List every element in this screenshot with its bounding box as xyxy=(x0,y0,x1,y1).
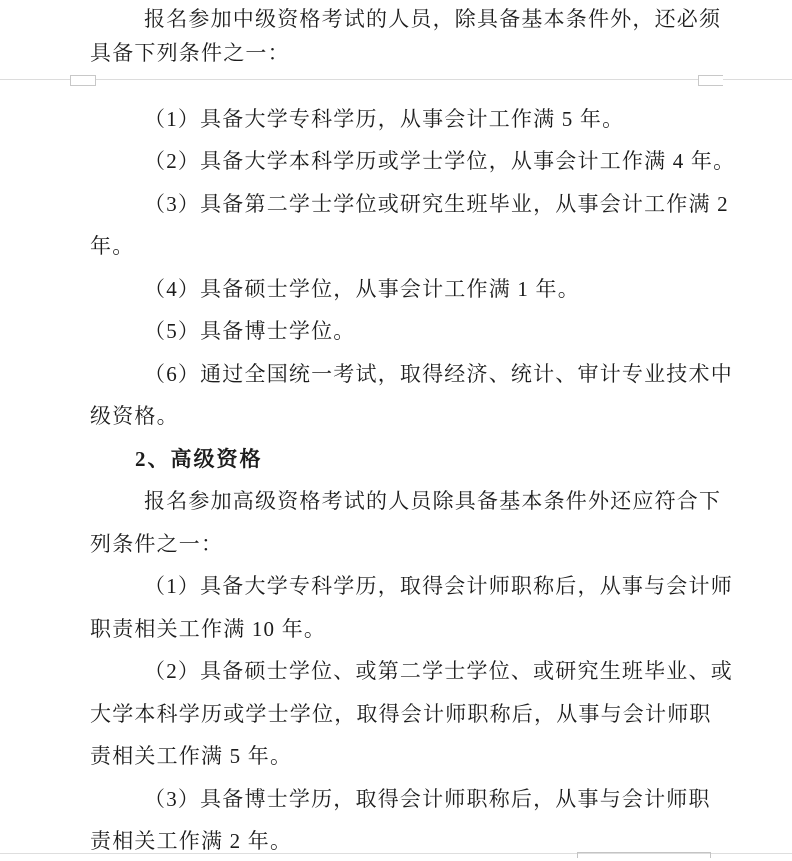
page-boundary-line xyxy=(0,79,792,80)
list-item-line: （2）具备硕士学位、或第二学士学位、或研究生班毕业、或 xyxy=(144,659,733,683)
list-item-line: （6）通过全国统一考试，取得经济、统计、审计专业技术中 xyxy=(144,362,733,386)
list-item-line: （1）具备大学专科学历，取得会计师职称后，从事与会计师 xyxy=(144,574,733,598)
list-item-line: 级资格。 xyxy=(90,404,179,428)
paragraph-line: 列条件之一： xyxy=(90,532,224,556)
paragraph-line: 报名参加中级资格考试的人员，除具备基本条件外，还必须 xyxy=(144,7,722,31)
text-boundary-mark-right xyxy=(698,75,723,86)
list-item-line: （4）具备硕士学位，从事会计工作满 1 年。 xyxy=(144,277,580,301)
paragraph-line: 具备下列条件之一： xyxy=(90,41,290,65)
list-item-line: （3）具备博士学历，取得会计师职称后，从事与会计师职 xyxy=(144,787,711,811)
list-item-line: （5）具备博士学位。 xyxy=(144,319,356,343)
list-item-line: 大学本科学历或学士学位，取得会计师职称后，从事与会计师职 xyxy=(90,702,712,726)
list-item-line: （2）具备大学本科学历或学士学位，从事会计工作满 4 年。 xyxy=(144,149,736,173)
section-heading: 2、高级资格 xyxy=(135,447,263,471)
list-item-line: 职责相关工作满 10 年。 xyxy=(90,617,327,641)
list-item-line: 责相关工作满 5 年。 xyxy=(90,744,293,768)
list-item-line: （3）具备第二学士学位或研究生班毕业，从事会计工作满 2 xyxy=(144,192,729,216)
list-item-line: （1）具备大学专科学历，从事会计工作满 5 年。 xyxy=(144,107,625,131)
text-boundary-mark-bottom xyxy=(577,852,711,858)
text-boundary-mark-left xyxy=(70,75,96,86)
paragraph-line: 报名参加高级资格考试的人员除具备基本条件外还应符合下 xyxy=(144,489,722,513)
list-item-line: 年。 xyxy=(90,234,135,258)
list-item-line: 责相关工作满 2 年。 xyxy=(90,829,293,853)
